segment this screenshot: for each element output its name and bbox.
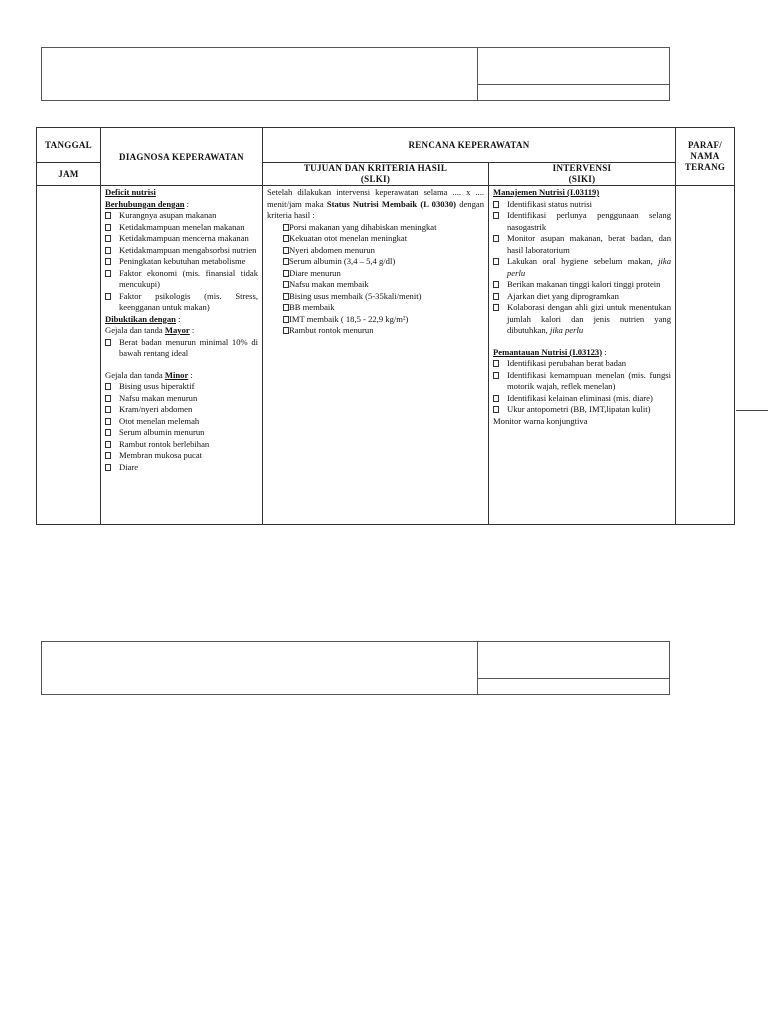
checkbox-icon (105, 464, 111, 471)
checkbox-icon (105, 452, 111, 459)
checkbox-icon (105, 339, 111, 346)
checkbox-icon (493, 212, 499, 219)
list-item: Berat badan menurun minimal 10% di bawah rentang ideal (105, 337, 258, 360)
list-item: Identifikasi perubahan berat badan (493, 358, 671, 370)
berhubungan-colon: : (184, 198, 190, 209)
pemantauan-list (493, 358, 671, 416)
cell-tanggal-jam (37, 186, 101, 525)
header-intervensi-title: INTERVENSI (552, 163, 612, 173)
header-box-bottom-right-upper-cell (478, 642, 669, 679)
pemantauan-title: Pemantauan Nutrisi (I.03123) (493, 346, 603, 357)
checkbox-icon (283, 270, 289, 277)
header-jam: JAM (37, 163, 101, 186)
checkbox-icon (105, 212, 111, 219)
checkbox-icon (105, 383, 111, 390)
mayor-list (105, 337, 258, 360)
list-item: Serum albumin (3,4 – 5,4 g/dl) (267, 256, 484, 268)
care-plan-table (36, 127, 735, 525)
checkbox-icon (105, 247, 111, 254)
mayor-word: Mayor (164, 325, 190, 335)
checkbox-icon (283, 235, 289, 242)
cell-intervensi: Manajemen Nutrisi (I.03119) Identifikasi status nutrisi Identifikasi perlunya penggunaan selang nasogastrik Monitor asupan makanan, berat badan, dan hasil laboratorium Lakukan oral hygiene sebelum makan, jika perlu Berikan makanan tinggi kalori tinggi protein Ajarkan diet yang diprogramkan Kolaborasi dengan ahli gizi untuk menentukan jumlah kalori dan jenis nutrien yang dibutuhkan, jika perlu Pemantauan Nutrisi (I.03123) : Identifikasi perubahan berat badan Identifikasi kemampuan menelan (mis. fungsi motorik wajah, reflek menelan) Identifikasi kelainan eliminasi (mis. diare) Ukur antopometri (BB, IMT,lipatan kulit) Monitor warna konjungtiva (489, 186, 676, 525)
jika-perlu-note: jika perlu (549, 325, 584, 335)
header-box-top-right-lower-cell (478, 85, 669, 100)
list-item: Porsi makanan yang dihabiskan meningkat (267, 222, 484, 234)
header-rencana: RENCANA KEPERAWATAN (263, 128, 676, 163)
list-item: Ketidakmampuan mengabsorbsi nutrien (105, 245, 258, 257)
list-item: Kurangnya asupan makanan (105, 210, 258, 222)
list-item: Diare menurun (267, 268, 484, 280)
mayor-prefix: Gejala dan tanda (105, 325, 165, 335)
list-item: Faktor psikologis (mis. Stress, keengganan untuk makan) (105, 291, 258, 314)
checkbox-icon (105, 441, 111, 448)
list-item: Otot menelan melemah (105, 416, 258, 428)
list-item: Faktor ekonomi (mis. finansial tidak mencukupi) (105, 268, 258, 291)
list-item: Peningkatan kebutuhan metabolisme (105, 256, 258, 268)
header-box-top (41, 47, 670, 101)
checkbox-icon (105, 270, 111, 277)
list-item: Kram/nyeri abdomen (105, 404, 258, 416)
checkbox-icon (493, 235, 499, 242)
kriteria-list (267, 222, 484, 337)
header-tujuan-title: TUJUAN DAN KRITERIA HASIL (303, 163, 448, 173)
list-item: Bising usus membaik (5-35kali/menit) (267, 291, 484, 303)
header-box-bottom-right-lower-cell (478, 679, 669, 694)
list-item: Ajarkan diet yang diprogramkan (493, 291, 671, 303)
header-box-bottom (41, 641, 670, 695)
header-paraf: PARAF/ NAMA TERANG (676, 128, 735, 186)
list-item: Berikan makanan tinggi kalori tinggi protein (493, 279, 671, 291)
cell-tujuan (263, 186, 489, 525)
berhubungan-label: Berhubungan dengan (105, 198, 185, 209)
checkbox-icon (105, 418, 111, 425)
list-item: Rambut rontok menurun (267, 325, 484, 337)
diagnosa-title: Deficit nutrisi (105, 187, 156, 197)
checkbox-icon (493, 372, 499, 379)
list-item: Diare (105, 462, 258, 474)
list-item: Ketidakmampuan mencerna makanan (105, 233, 258, 245)
jika-perlu-note: jika perlu (507, 256, 672, 278)
checkbox-icon (105, 235, 111, 242)
manajemen-list (493, 199, 671, 337)
checkbox-icon (105, 224, 111, 231)
header-box-bottom-left-cell (42, 642, 478, 694)
header-box-top-left-cell (42, 48, 478, 100)
cell-diagnosa: Deficit nutrisi Berhubungan dengan : Kurangnya asupan makanan Ketidakmampuan menelan makanan Ketidakmampuan mencerna makanan Ketidakmampuan mengabsorbsi nutrien Peningkatan kebutuhan metabolisme Faktor ekonomi (mis. finansial tidak mencukupi) Faktor psikologis (mis. Stress, keengganan untuk makan) Dibuktikan dengan : Gejala dan tanda Mayor : Berat badan menurun minimal 10% di bawah rentang ideal Gejala dan tanda Minor : Bising usus hiperaktif Nafsu makan menurun Kram/nyeri abdomen Otot menelan melemah Serum albumin menurun Rambut rontok berlebihan Membran mukosa pucat Diare (101, 186, 263, 525)
checkbox-icon (493, 406, 499, 413)
list-item: Nafsu makan membaik (267, 279, 484, 291)
checkbox-icon (493, 395, 499, 402)
status-nutrisi-label: Status Nutrisi Membaik (L 03030) (326, 198, 457, 209)
checkbox-icon (283, 247, 289, 254)
checkbox-icon (283, 327, 289, 334)
list-item: Bising usus hiperaktif (105, 381, 258, 393)
checkbox-icon (105, 395, 111, 402)
minor-word: Minor (164, 369, 189, 380)
list-item: Monitor asupan makanan, berat badan, dan hasil laboratorium (493, 233, 671, 256)
header-tujuan (263, 163, 489, 186)
list-item: Kolaborasi dengan ahli gizi untuk menentukan jumlah kalori dan jenis nutrien yang dibutuhkan, jika perlu (493, 302, 671, 337)
checkbox-icon (493, 360, 499, 367)
checkbox-icon (493, 293, 499, 300)
header-intervensi (489, 163, 676, 186)
list-item: Lakukan oral hygiene sebelum makan, jika perlu (493, 256, 671, 279)
header-slki: (SLKI) (360, 174, 391, 184)
stray-line (736, 410, 768, 411)
list-item: IMT membaik ( 18,5 - 22,9 kg/m²) (267, 314, 484, 326)
list-item: Ketidakmampuan menelan makanan (105, 222, 258, 234)
checkbox-icon (283, 316, 289, 323)
checkbox-icon (493, 281, 499, 288)
list-item: Membran mukosa pucat (105, 450, 258, 462)
cell-paraf (676, 186, 735, 525)
manajemen-title: Manajemen Nutrisi (I.03119) (493, 187, 600, 197)
checkbox-icon (283, 281, 289, 288)
checkbox-icon (105, 258, 111, 265)
list-item: Rambut rontok berlebihan (105, 439, 258, 451)
checkbox-icon (493, 201, 499, 208)
list-item: Identifikasi kelainan eliminasi (mis. diare) (493, 393, 671, 405)
list-item: Identifikasi perlunya penggunaan selang nasogastrik (493, 210, 671, 233)
checkbox-icon (283, 293, 289, 300)
checkbox-icon (105, 293, 111, 300)
dibuktikan-label: Dibuktikan dengan (105, 313, 176, 324)
list-item: Identifikasi status nutrisi (493, 199, 671, 211)
header-tanggal: TANGGAL (37, 128, 101, 163)
list-item: BB membaik (267, 302, 484, 314)
list-item: Nyeri abdomen menurun (267, 245, 484, 257)
header-box-top-right-upper-cell (478, 48, 669, 85)
list-item: Ukur antopometri (BB, IMT,lipatan kulit) (493, 404, 671, 416)
header-siki: (SIKI) (568, 174, 596, 184)
list-item: Kekuatan otot menelan meningkat (267, 233, 484, 245)
checkbox-icon (283, 304, 289, 311)
checkbox-icon (283, 224, 289, 231)
dibuktikan-colon: : (175, 313, 181, 324)
checkbox-icon (105, 406, 111, 413)
checkbox-icon (283, 258, 289, 265)
minor-prefix: Gejala dan tanda (105, 369, 165, 380)
list-item: Identifikasi kemampuan menelan (mis. fungsi motorik wajah, reflek menelan) (493, 370, 671, 393)
monitor-line: Monitor warna konjungtiva (493, 415, 588, 426)
causes-list (105, 210, 258, 314)
header-diagnosa: DIAGNOSA KEPERAWATAN (101, 128, 263, 186)
list-item: Nafsu makan menurun (105, 393, 258, 405)
tujuan-intro: Setelah dilakukan intervensi keperawatan selama .... x .... menit/jam maka Status Nutrisi Membaik (L 03030) dengan kriteria hasil : (267, 187, 485, 220)
checkbox-icon (493, 304, 499, 311)
list-item: Serum albumin menurun (105, 427, 258, 439)
checkbox-icon (105, 429, 111, 436)
minor-list (105, 381, 258, 473)
checkbox-icon (493, 258, 499, 265)
